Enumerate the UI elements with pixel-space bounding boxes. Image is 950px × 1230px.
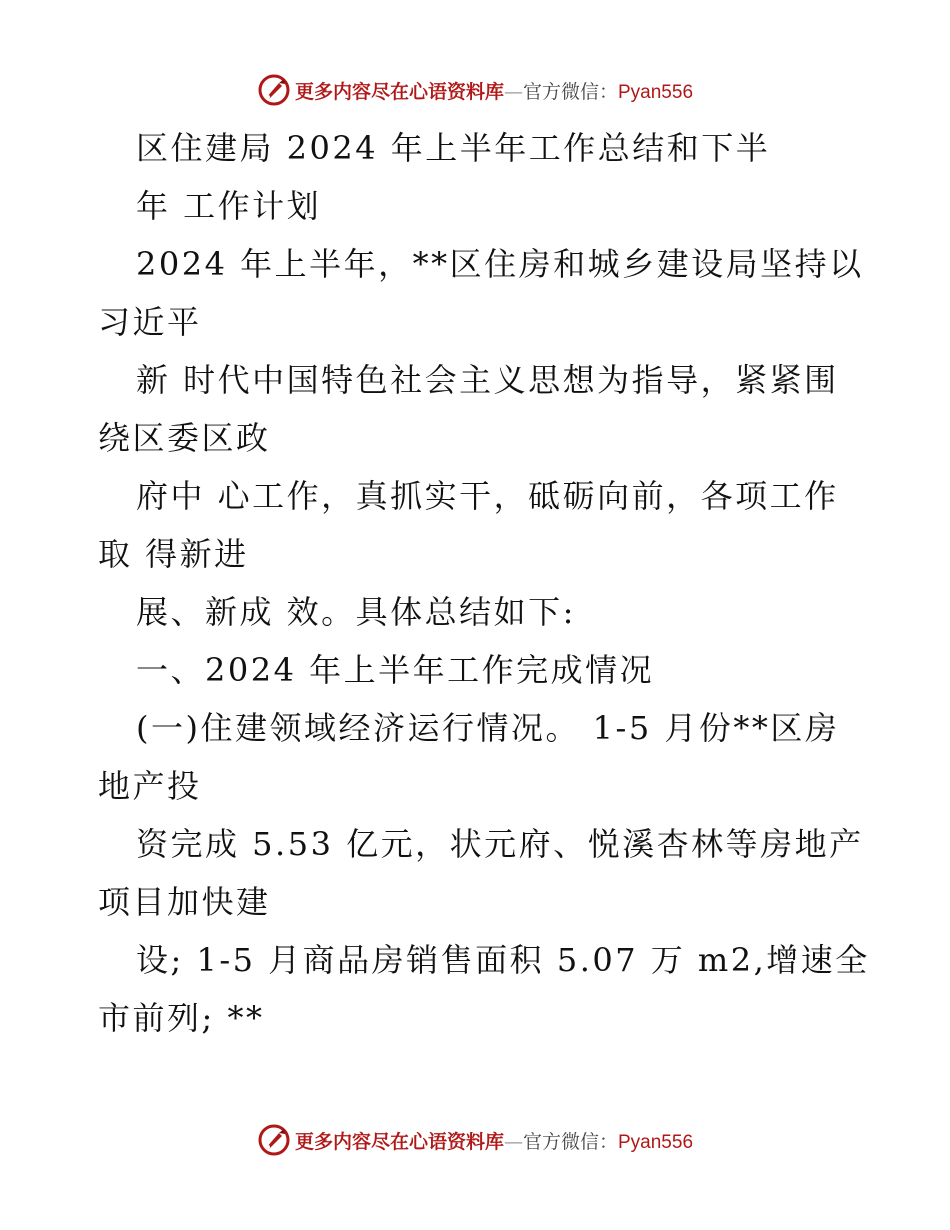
paragraph-line: 项目加快建 xyxy=(98,883,271,921)
watermark-banner-bottom xyxy=(0,1120,950,1160)
paragraph-line: 资完成 5.53 亿元，状元府、悦溪杏林等房地产 xyxy=(136,825,864,863)
watermark-label: 官方微信： xyxy=(522,80,618,103)
paragraph-line: 新 时代中国特色社会主义思想为指导，紧紧围 xyxy=(136,361,839,399)
paragraph-line: 2024 年上半年，**区住房和城乡建设局坚持以 xyxy=(136,245,864,283)
watermark-account: Pyan556 xyxy=(618,1131,694,1153)
paragraph-line: 取 得新进 xyxy=(98,535,249,573)
paragraph-line: 地产投 xyxy=(98,767,202,805)
paragraph-line: 府中 心工作，真抓实干，砥砺向前，各项工作 xyxy=(136,477,839,515)
paragraph-line: 设; 1-5 月商品房销售面积 5.07 万 m2,增速全 xyxy=(136,941,870,979)
watermark-text xyxy=(295,77,693,104)
watermark-dash: — xyxy=(503,80,523,103)
watermark-dash: — xyxy=(503,1130,523,1153)
watermark-label: 官方微信： xyxy=(522,1130,618,1153)
quill-logo-icon xyxy=(257,73,291,107)
quill-logo-icon xyxy=(257,1123,291,1157)
paragraph-line: 展、新成 效。具体总结如下: xyxy=(136,593,576,631)
title-line-2: 年 工作计划 xyxy=(136,187,322,225)
paragraph-line: 习近平 xyxy=(98,303,202,341)
watermark-account: Pyan556 xyxy=(618,81,694,103)
paragraph-line: 绕区委区政 xyxy=(98,419,271,457)
paragraph-line: (一)住建领域经济运行情况。 1-5 月份**区房 xyxy=(136,709,840,747)
watermark-site: 更多内容尽在心语资料库 xyxy=(294,1130,504,1153)
section-heading: 一、2024 年上半年工作完成情况 xyxy=(136,651,655,689)
title-line-1: 区住建局 2024 年上半年工作总结和下半 xyxy=(136,129,771,167)
watermark-site: 更多内容尽在心语资料库 xyxy=(294,80,504,103)
paragraph-line: 市前列; ** xyxy=(98,999,265,1037)
watermark-text xyxy=(295,1127,693,1154)
watermark-banner-top xyxy=(0,70,950,110)
